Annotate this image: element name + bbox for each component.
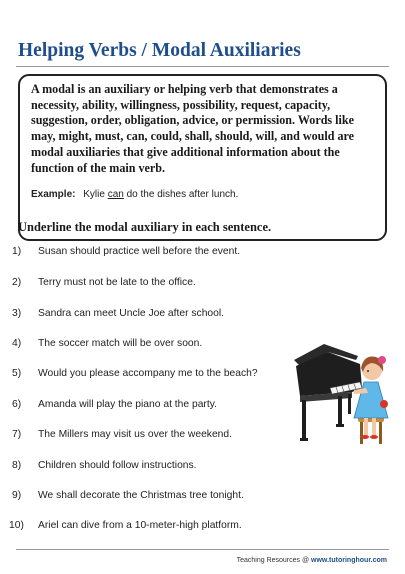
item-number: 1) [12, 246, 22, 257]
definition-box [18, 74, 387, 241]
item-number: 10) [9, 520, 24, 531]
example-text-before: Kylie [83, 189, 108, 200]
example-text-after: do the dishes after lunch. [123, 189, 239, 200]
footer-divider [16, 549, 389, 550]
item-sentence[interactable]: Would you please accompany me to the beach? [38, 368, 258, 379]
footer-prefix: Teaching Resources @ [236, 557, 312, 564]
item-sentence[interactable]: Sandra can meet Uncle Joe after school. [38, 308, 225, 319]
item-number: 3) [12, 308, 22, 319]
item-number: 5) [12, 368, 22, 379]
page-title: Helping Verbs / Modal Auxiliaries [18, 40, 301, 61]
item-number: 4) [12, 338, 22, 349]
item-sentence[interactable]: Susan should practice well before the event. [38, 246, 241, 257]
item-sentence[interactable]: We shall decorate the Christmas tree tonight. [38, 490, 244, 501]
item-number: 2) [12, 277, 22, 288]
footer-site-link[interactable]: www.tutoringhour.com [311, 557, 387, 564]
item-sentence[interactable]: Amanda will play the piano at the party. [38, 399, 217, 410]
example-line [31, 189, 238, 200]
girl-playing-piano-icon [284, 338, 394, 450]
item-sentence[interactable]: The soccer match will be over soon. [38, 338, 203, 349]
item-number: 6) [12, 399, 22, 410]
instruction-heading: Underline the modal auxiliary in each sentence. [18, 220, 272, 234]
definition-text: A modal is an auxiliary or helping verb that demonstrates a necessity, ability, willingness, possibility, request, capacity, suggestion, order, obligation, advice, or permission. Words like may, might, must, can, could, shall, should, will, and would are modal auxiliaries that give additional information about the function of the main verb. [31, 82, 355, 175]
item-sentence[interactable]: Terry must not be late to the office. [38, 277, 196, 288]
item-sentence[interactable]: Ariel can dive from a 10-meter-high platform. [38, 520, 242, 531]
item-sentence[interactable]: The Millers may visit us over the weekend. [38, 429, 232, 440]
example-label: Example: [31, 189, 76, 200]
item-number: 8) [12, 460, 22, 471]
item-number: 7) [12, 429, 22, 440]
title-divider [16, 66, 389, 67]
footer-credit [237, 557, 387, 564]
example-modal: can [107, 189, 124, 200]
item-number: 9) [12, 490, 22, 501]
item-sentence[interactable]: Children should follow instructions. [38, 460, 197, 471]
